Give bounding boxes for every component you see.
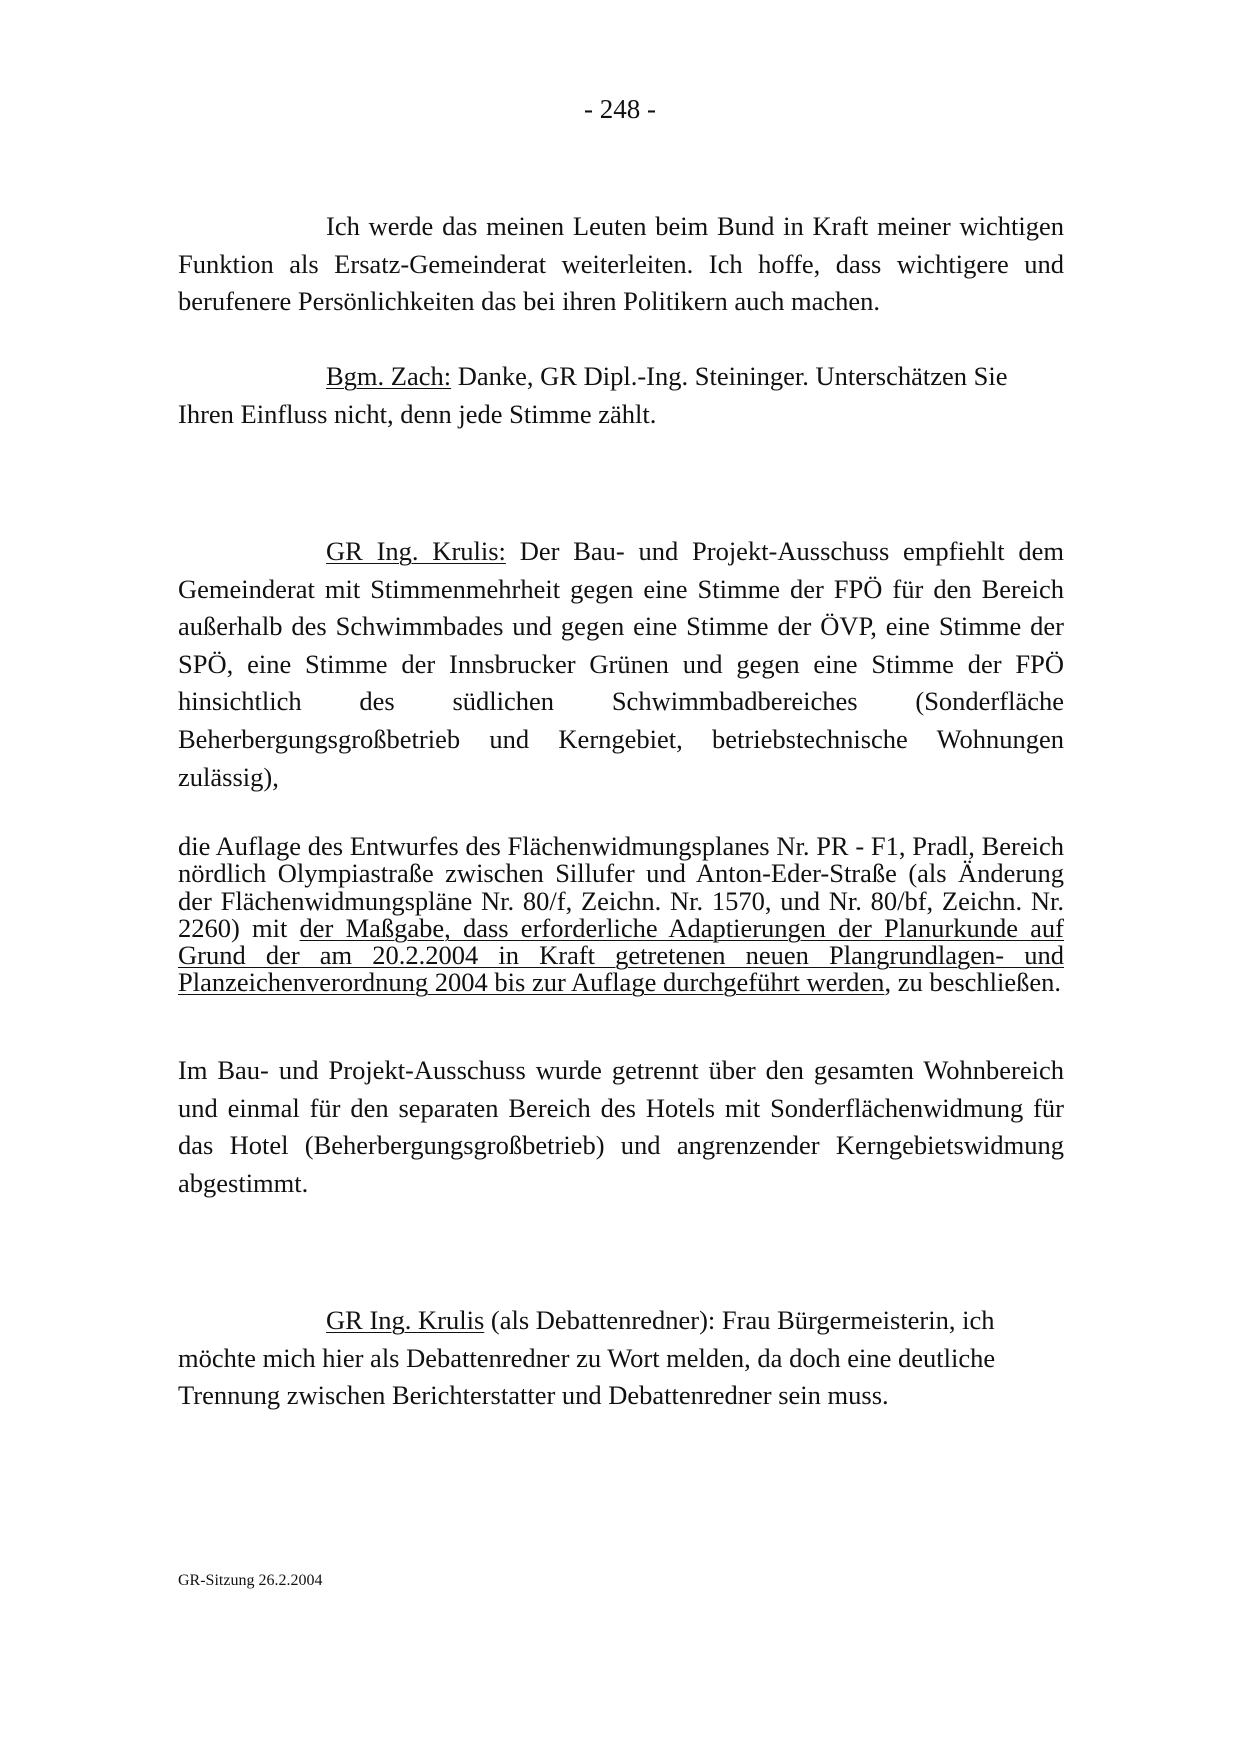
paragraph-text-end: , zu beschließen. xyxy=(884,967,1062,998)
page-footer: GR-Sitzung 26.2.2004 xyxy=(178,1572,323,1589)
speaker-name: GR Ing. Krulis: xyxy=(326,536,506,566)
paragraph-text: Der Bau- und Projekt-Ausschuss empfiehlt dem Gemeinderat mit Stimmenmehrheit gegen eine Stimme der FPÖ für den Bereich außerhalb des Schwimmbades und gegen eine Stimme der ÖVP, eine Stimme der SPÖ, eine Stimme der Innsbrucker Grünen und gegen eine Stimme der FPÖ hinsichtlich des südlichen Schwimmbadbereiches (Sonderfläche Beherbergungsgroßbetrieb und Kerngebiet, betriebstechnische Wohnungen zulässig), xyxy=(178,536,1064,792)
paragraph-committee-vote xyxy=(178,1052,1064,1202)
paragraph-text: Ich werde das meinen Leuten beim Bund in Kraft meiner wichtigen Funktion als Ersatz-Gemeinderat weiterleiten. Ich hoffe, dass wichtigere und berufenere Persönlichkeiten das bei ihren Politikern auch machen. xyxy=(178,211,1064,317)
paragraph-steininger-statement xyxy=(178,208,1064,321)
paragraph-krulis-report xyxy=(178,533,1064,796)
paragraph-text: Danke, GR Dipl.-Ing. Steininger. Unterschätzen Sie Ihren Einfluss nicht, denn jede Stimme zählt. xyxy=(178,361,1008,429)
speaker-name: Bgm. Zach: xyxy=(326,361,452,391)
paragraph-text: (als Debattenredner): Frau Bürgermeisterin, ich möchte mich hier als Debattenredner zu Wort melden, da doch eine deutliche Trennung zwischen Berichterstatter und Debattenredner sein muss. xyxy=(178,1305,996,1411)
paragraph-resolution xyxy=(178,833,1064,997)
paragraph-text: Im Bau- und Projekt-Ausschuss wurde getrennt über den gesamten Wohnbereich und einmal für den separaten Bereich des Hotels mit Sonderflächenwidmung für das Hotel (Beherbergungsgroßbetrieb) und angrenzender Kerngebietswidmung abgestimmt. xyxy=(178,1055,1064,1198)
paragraph-text: die Auflage des Entwurfes des Flächenwidmungsplanes Nr. PR - F1, Pradl, Bereich nördlich Olympiastraße zwischen Sillufer und Anton-Eder-Straße (als Änderung der Flächenwidmungspläne Nr. 80/f, Zeichn. Nr. 1570, und Nr. 80/bf, Zeichn. Nr. 2260) mit xyxy=(178,831,1064,943)
paragraph-krulis-debate xyxy=(178,1302,1064,1415)
page-number: - 248 - xyxy=(584,94,656,124)
underlined-condition: der Maßgabe, dass erforderliche Adaptierungen der Planurkunde auf Grund der am 20.2.2004 in Kraft getretenen neuen Plangrundlagen- und Planzeichenverordnung 2004 bis zur Auflage durchgeführt werden xyxy=(178,912,1065,998)
paragraph-zach-reply xyxy=(178,358,1064,433)
speaker-name: GR Ing. Krulis xyxy=(326,1305,485,1335)
